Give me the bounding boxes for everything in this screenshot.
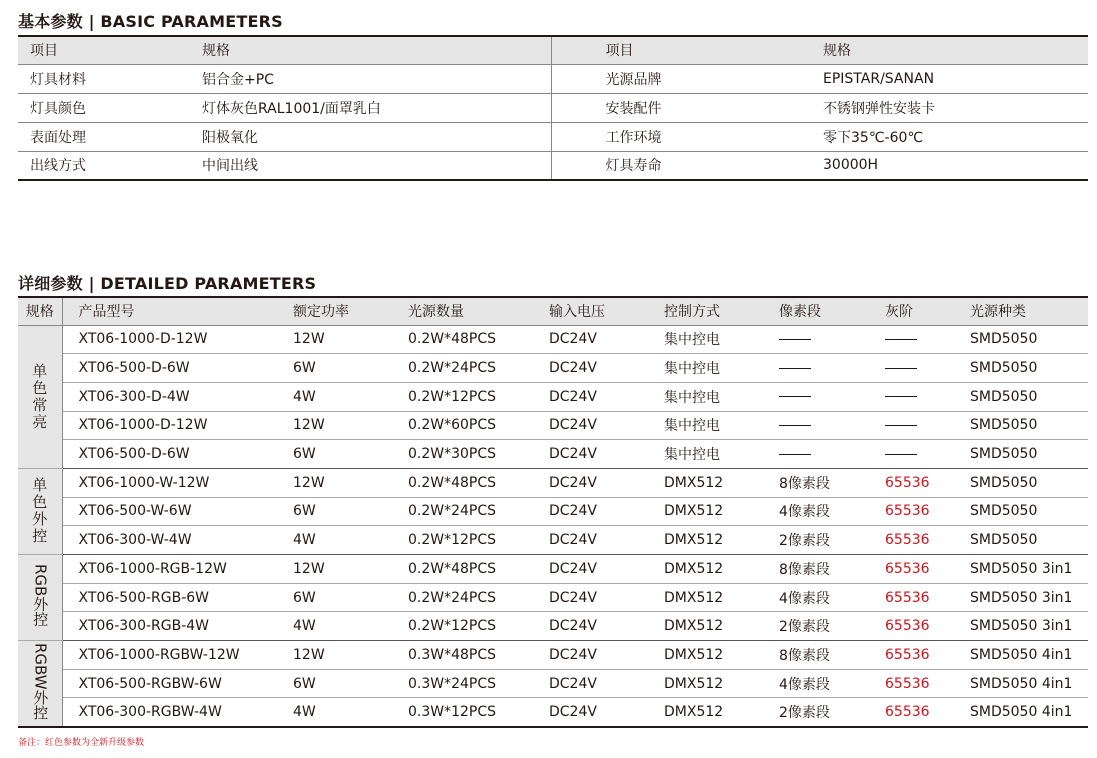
led-count-cell: 0.2W*48PCS (392, 325, 533, 354)
grayscale-cell (869, 325, 954, 354)
spec-group-label (18, 555, 62, 641)
spec-group-char: 单 (32, 361, 48, 380)
spec-group-label (18, 468, 62, 554)
detail-row (18, 698, 1088, 727)
basic-spec-cell: 不锈钢弹性安装卡 (821, 93, 1088, 122)
basic-item-cell: 安装配件 (551, 93, 821, 122)
led-type-cell: SMD5050 3in1 (954, 612, 1088, 641)
basic-spec-cell: 30000H (823, 157, 879, 174)
spec-group-label (18, 325, 62, 468)
detail-row (18, 641, 1088, 670)
led-type-cell: SMD5050 (954, 497, 1088, 526)
basic-item-cell: 灯具寿命 (551, 151, 821, 180)
power-cell: 12W (277, 411, 392, 440)
led-type-cell: SMD5050 (954, 526, 1088, 555)
pixels-cell: 8像素段 (763, 555, 869, 584)
detail-header-voltage: 输入电压 (533, 297, 648, 325)
pixels-cell (763, 354, 869, 383)
grayscale-cell: 65536 (869, 526, 954, 555)
power-cell: 12W (277, 641, 392, 670)
basic-spec-cell: 铝合金+PC (200, 64, 551, 93)
detail-row (18, 382, 1088, 411)
model-cell: XT06-300-D-4W (62, 382, 277, 411)
control-cell: DMX512 (648, 468, 763, 497)
grayscale-cell (869, 382, 954, 411)
led-count-cell: 0.2W*24PCS (392, 497, 533, 526)
basic-row (18, 122, 1088, 151)
basic-row (18, 151, 1088, 180)
pixels-cell (763, 411, 869, 440)
voltage-cell: DC24V (533, 440, 648, 469)
led-count-cell: 0.2W*12PCS (392, 526, 533, 555)
led-count-cell: 0.2W*24PCS (392, 354, 533, 383)
power-cell: 6W (277, 440, 392, 469)
spec-group-char: 色 (32, 378, 48, 397)
model-cell: XT06-500-D-6W (62, 354, 277, 383)
power-cell: 4W (277, 526, 392, 555)
basic-spec-cell: 中间出线 (202, 158, 258, 175)
spec-group-char: 控 (32, 527, 48, 546)
dash-placeholder (779, 339, 811, 340)
dash-placeholder (885, 368, 917, 369)
basic-spec-cell: 阳极氧化 (200, 122, 551, 151)
power-cell: 4W (277, 382, 392, 411)
basic-row (18, 64, 1088, 93)
model-cell: XT06-500-W-6W (62, 497, 277, 526)
control-cell: DMX512 (664, 704, 724, 721)
led-type-cell: SMD5050 (954, 382, 1088, 411)
spec-group-char: 色 (32, 493, 48, 512)
dash-placeholder (885, 454, 917, 455)
pixels-cell: 2像素段 (763, 526, 869, 555)
dash-placeholder (885, 425, 917, 426)
dash-placeholder (779, 396, 811, 397)
pixels-cell: 2像素段 (779, 705, 830, 722)
led-count-cell: 0.2W*12PCS (392, 612, 533, 641)
detail-header-pixels: 像素段 (763, 297, 869, 325)
detail-header-spec: 规格 (18, 297, 62, 325)
detailed-parameters-table (18, 296, 1088, 728)
control-cell: DMX512 (648, 669, 763, 698)
basic-item-cell: 表面处理 (18, 122, 200, 151)
grayscale-cell: 65536 (885, 704, 930, 721)
model-cell: XT06-300-W-4W (62, 526, 277, 555)
basic-header-item-2: 项目 (551, 36, 821, 64)
power-cell: 6W (277, 669, 392, 698)
control-cell: 集中控电 (648, 382, 763, 411)
grayscale-cell: 65536 (869, 583, 954, 612)
control-cell: DMX512 (648, 526, 763, 555)
grayscale-cell (869, 411, 954, 440)
model-cell: XT06-1000-W-12W (62, 468, 277, 497)
basic-parameters-title: 基本参数 | BASIC PARAMETERS (18, 12, 283, 31)
grayscale-cell (869, 440, 954, 469)
pixels-cell (763, 325, 869, 354)
led-type-cell: SMD5050 (954, 411, 1088, 440)
model-cell: XT06-1000-RGBW-12W (62, 641, 277, 670)
model-cell: XT06-500-RGB-6W (62, 583, 277, 612)
grayscale-cell: 65536 (869, 497, 954, 526)
spec-group-text: RGBW外控 (31, 643, 50, 720)
pixels-cell (763, 440, 869, 469)
grayscale-cell: 65536 (869, 641, 954, 670)
model-cell: XT06-1000-D-12W (62, 411, 277, 440)
power-cell: 4W (277, 612, 392, 641)
voltage-cell: DC24V (533, 354, 648, 383)
led-type-cell: SMD5050 4in1 (954, 669, 1088, 698)
detail-row (18, 526, 1088, 555)
detail-header-row (18, 297, 1088, 325)
basic-item-cell: 灯具材料 (18, 64, 200, 93)
led-type-cell: SMD5050 (954, 468, 1088, 497)
control-cell: DMX512 (648, 555, 763, 584)
control-cell: 集中控电 (648, 354, 763, 383)
spec-group-text: RGB外控 (31, 564, 50, 627)
basic-spec-cell: 灯体灰色RAL1001/面罩乳白 (200, 93, 551, 122)
basic-item-cell: 光源品牌 (551, 64, 821, 93)
led-count-cell: 0.2W*30PCS (392, 440, 533, 469)
voltage-cell: DC24V (533, 641, 648, 670)
power-cell: 6W (277, 497, 392, 526)
spec-group-char: 亮 (32, 412, 48, 431)
spec-group-char: 单 (32, 476, 48, 495)
pixels-cell: 4像素段 (763, 669, 869, 698)
detail-row (18, 411, 1088, 440)
led-type-cell: SMD5050 (954, 440, 1088, 469)
basic-header-spec-1: 规格 (200, 36, 551, 64)
control-cell: 集中控电 (648, 411, 763, 440)
detail-header-power: 额定功率 (277, 297, 392, 325)
detail-header-model: 产品型号 (62, 297, 277, 325)
spec-group-char: 常 (32, 395, 48, 414)
control-cell: DMX512 (648, 583, 763, 612)
voltage-cell: DC24V (533, 411, 648, 440)
grayscale-cell (869, 354, 954, 383)
basic-header-item-1: 项目 (18, 36, 200, 64)
grayscale-cell: 65536 (869, 669, 954, 698)
control-cell: 集中控电 (648, 440, 763, 469)
led-type-cell: SMD5050 (954, 325, 1088, 354)
led-count-cell: 0.2W*24PCS (392, 583, 533, 612)
voltage-cell: DC24V (533, 497, 648, 526)
led-count-cell: 0.2W*48PCS (392, 468, 533, 497)
pixels-cell: 4像素段 (763, 497, 869, 526)
voltage-cell: DC24V (533, 669, 648, 698)
led-count-cell: 0.2W*12PCS (392, 382, 533, 411)
voltage-cell: DC24V (533, 468, 648, 497)
basic-parameters-table (18, 35, 1088, 181)
power-cell: 6W (277, 583, 392, 612)
basic-item-cell: 出线方式 (30, 158, 86, 175)
detail-row (18, 669, 1088, 698)
voltage-cell: DC24V (533, 382, 648, 411)
detail-row (18, 354, 1088, 383)
detail-header-led-count: 光源数量 (392, 297, 533, 325)
basic-row (18, 93, 1088, 122)
grayscale-cell: 65536 (869, 468, 954, 497)
voltage-cell: DC24V (533, 583, 648, 612)
pixels-cell (763, 382, 869, 411)
basic-item-cell: 灯具颜色 (18, 93, 200, 122)
power-cell: 6W (277, 354, 392, 383)
detail-header-control: 控制方式 (648, 297, 763, 325)
spec-group-label (18, 641, 62, 727)
power-cell: 12W (277, 555, 392, 584)
voltage-cell: DC24V (549, 704, 597, 721)
dash-placeholder (779, 454, 811, 455)
footnote: 备注：红色参数为全新升级参数 (18, 738, 145, 748)
voltage-cell: DC24V (533, 526, 648, 555)
model-cell: XT06-300-RGBW-4W (78, 704, 222, 721)
control-cell: DMX512 (648, 612, 763, 641)
led-type-cell: SMD5050 3in1 (954, 583, 1088, 612)
dash-placeholder (885, 396, 917, 397)
basic-spec-cell: EPISTAR/SANAN (821, 64, 1088, 93)
detail-row (18, 325, 1088, 354)
basic-item-cell: 工作环境 (551, 122, 821, 151)
basic-spec-cell: 零下35℃-60℃ (821, 122, 1088, 151)
led-type-cell: SMD5050 (954, 354, 1088, 383)
detail-row (18, 440, 1088, 469)
power-cell: 12W (277, 468, 392, 497)
spec-group-char: 外 (32, 510, 48, 529)
control-cell: 集中控电 (648, 325, 763, 354)
detail-row (18, 612, 1088, 641)
led-count-cell: 0.2W*48PCS (392, 555, 533, 584)
led-count-cell: 0.3W*48PCS (392, 641, 533, 670)
voltage-cell: DC24V (533, 555, 648, 584)
led-count-cell: 0.3W*24PCS (392, 669, 533, 698)
dash-placeholder (885, 339, 917, 340)
detail-row (18, 555, 1088, 584)
detail-header-led-type: 光源种类 (954, 297, 1088, 325)
dash-placeholder (779, 368, 811, 369)
dash-placeholder (779, 425, 811, 426)
pixels-cell: 2像素段 (763, 612, 869, 641)
pixels-cell: 4像素段 (763, 583, 869, 612)
model-cell: XT06-1000-RGB-12W (62, 555, 277, 584)
model-cell: XT06-500-D-6W (62, 440, 277, 469)
led-count-cell: 0.2W*60PCS (392, 411, 533, 440)
model-cell: XT06-500-RGBW-6W (62, 669, 277, 698)
basic-header-spec-2: 规格 (821, 36, 1088, 64)
voltage-cell: DC24V (533, 612, 648, 641)
control-cell: DMX512 (648, 641, 763, 670)
led-type-cell: SMD5050 4in1 (954, 641, 1088, 670)
voltage-cell: DC24V (533, 325, 648, 354)
power-cell: 4W (293, 704, 316, 721)
detail-row (18, 497, 1088, 526)
grayscale-cell: 65536 (869, 612, 954, 641)
detail-row (18, 583, 1088, 612)
led-type-cell: SMD5050 4in1 (970, 704, 1073, 721)
basic-header-row (18, 36, 1088, 64)
grayscale-cell: 65536 (869, 555, 954, 584)
control-cell: DMX512 (648, 497, 763, 526)
detailed-parameters-title: 详细参数 | DETAILED PARAMETERS (18, 274, 317, 293)
model-cell: XT06-300-RGB-4W (62, 612, 277, 641)
led-type-cell: SMD5050 3in1 (954, 555, 1088, 584)
pixels-cell: 8像素段 (763, 641, 869, 670)
led-count-cell: 0.3W*12PCS (408, 704, 497, 721)
pixels-cell: 8像素段 (763, 468, 869, 497)
detail-row (18, 468, 1088, 497)
model-cell: XT06-1000-D-12W (62, 325, 277, 354)
power-cell: 12W (277, 325, 392, 354)
detail-header-grayscale: 灰阶 (869, 297, 954, 325)
